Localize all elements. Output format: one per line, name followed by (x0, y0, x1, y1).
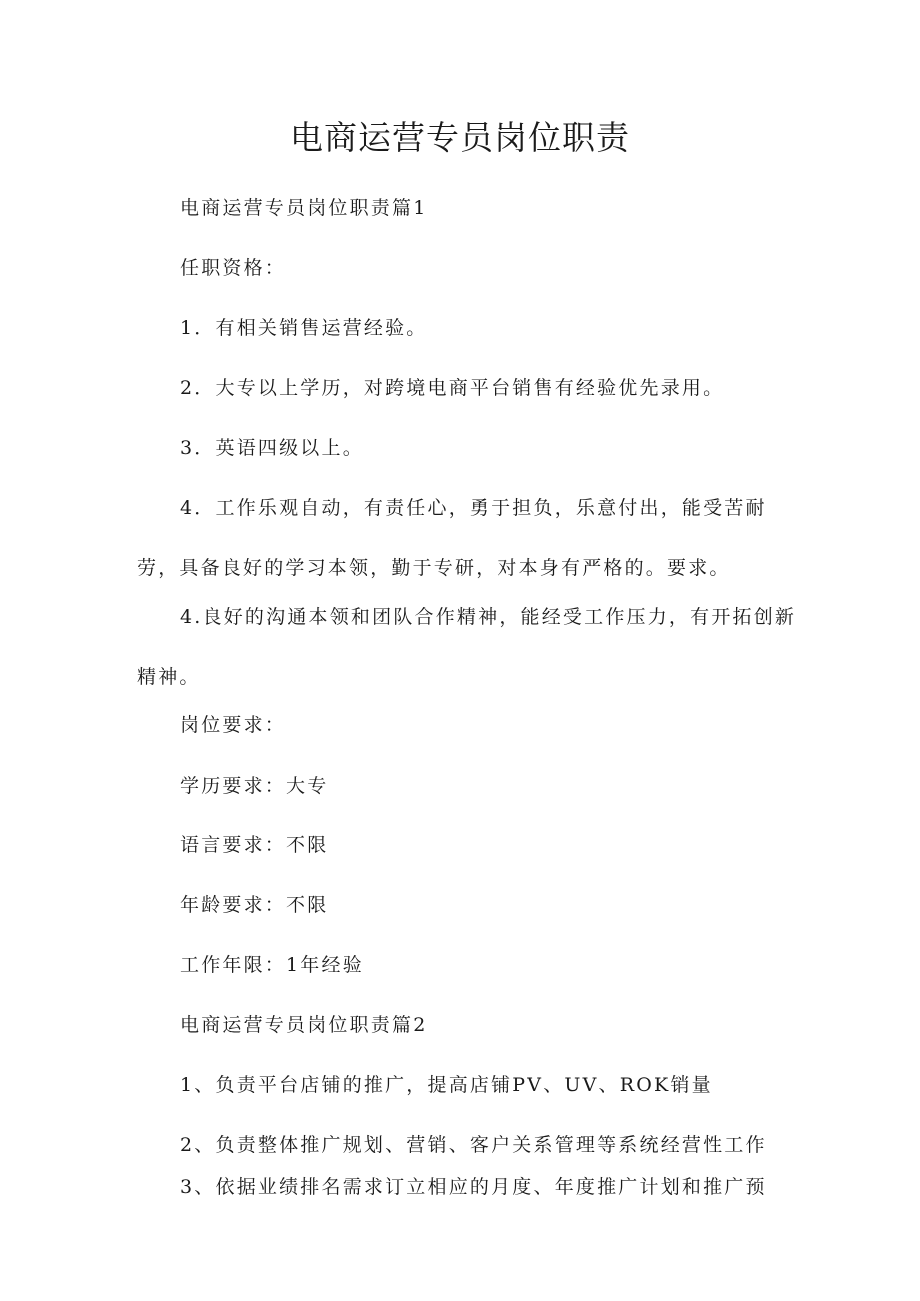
requirement-experience: 工作年限：1年经验 (180, 954, 364, 976)
section-heading-1: 电商运营专员岗位职责篇1 (180, 197, 428, 219)
requirements-label: 岗位要求： (180, 714, 287, 736)
document-title: 电商运营专员岗位职责 (290, 118, 630, 157)
qualification-item: 4.良好的沟通本领和团队合作精神，能经受工作压力，有开拓创新精神。 (137, 606, 797, 688)
duty-item: 1、负责平台店铺的推广，提高店铺PV、UV、ROK销量 (180, 1074, 713, 1096)
section-heading-2: 电商运营专员岗位职责篇2 (180, 1014, 428, 1036)
qualification-item: 1．有相关销售运营经验。 (180, 317, 428, 339)
requirement-age: 年龄要求：不限 (180, 894, 329, 916)
qualification-item: 3．英语四级以上。 (180, 437, 364, 459)
qualification-item: 2．大专以上学历，对跨境电商平台销售有经验优先录用。 (180, 377, 725, 399)
duty-item: 3、依据业绩排名需求订立相应的月度、年度推广计划和推广预 (180, 1176, 767, 1198)
requirement-language: 语言要求：不限 (180, 834, 329, 856)
qualifications-label: 任职资格： (180, 257, 287, 279)
qualification-item: 4．工作乐观自动，有责任心，勇于担负，乐意付出，能受苦耐劳，具备良好的学习本领，勤于专研，对本身有严格的。要求。 (137, 497, 767, 579)
duty-item: 2、负责整体推广规划、营销、客户关系管理等系统经营性工作 (180, 1134, 767, 1156)
requirement-education: 学历要求：大专 (180, 775, 329, 797)
